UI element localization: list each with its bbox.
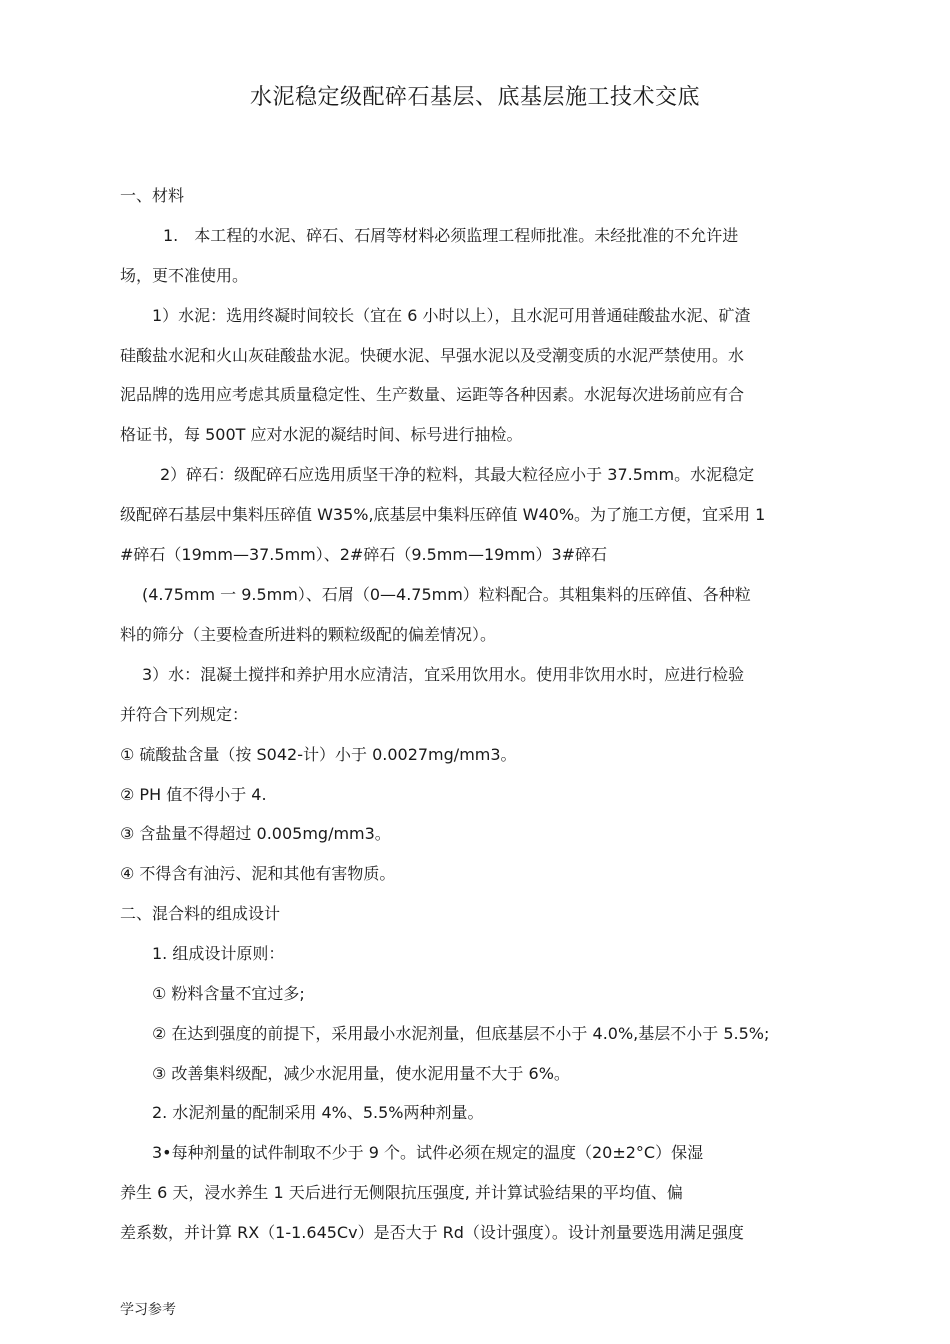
section-heading-mix-design: 二、混合料的组成设计 [120,904,281,923]
paragraph-line: 格证书，每 500T 应对水泥的凝结时间、标号进行抽检。 [120,425,523,444]
list-item: ① 硫酸盐含量（按 S042-计）小于 0.0027mg/mm3。 [120,745,517,764]
paragraph-line: #碎石（19mm—37.5mm）、2#碎石（9.5mm—19mm）3#碎石 [120,545,608,564]
paragraph-line: 场，更不准使用。 [120,266,249,285]
paragraph-line: 3）水：混凝土搅拌和养护用水应清洁，宜采用饮用水。使用非饮用水时，应进行检验 [142,665,745,684]
paragraph-line: 2）碎石：级配碎石应选用质坚干净的粒料，其最大粒径应小于 37.5mm。水泥稳定 [160,465,755,484]
paragraph-line: 3•每种剂量的试件制取不少于 9 个。试件必须在规定的温度（20±2°C）保湿 [152,1143,704,1162]
paragraph-line: 级配碎石基层中集料压碎值 W35%,底基层中集料压碎值 W40%。为了施工方便，宜采用 1 [120,505,766,524]
section-heading-materials: 一、材料 [120,186,185,205]
paragraph-line: (4.75mm 一 9.5mm）、石屑（0—4.75mm）粒料配合。其粗集料的压碎值、各种粒 [142,585,751,604]
list-item: ③ 改善集料级配，减少水泥用量，使水泥用量不大于 6%。 [152,1064,570,1083]
list-item: ① 粉料含量不宜过多; [152,984,305,1003]
paragraph-line: 并符合下列规定： [120,705,249,724]
paragraph-line: 养生 6 天，浸水养生 1 天后进行无侧限抗压强度, 并计算试验结果的平均值、偏 [120,1183,683,1202]
paragraph-line: 泥品牌的选用应考虑其质量稳定性、生产数量、运距等各种因素。水泥每次进场前应有合 [120,385,745,404]
paragraph-line: 硅酸盐水泥和火山灰硅酸盐水泥。快硬水泥、早强水泥以及受潮变质的水泥严禁使用。水 [120,346,745,365]
paragraph-line: 1. 本工程的水泥、碎石、石屑等材料必须监理工程师批准。未经批准的不允许进 [163,226,739,245]
list-item: ② PH 值不得小于 4. [120,785,267,804]
page-footer: 学习参考 [120,1302,176,1318]
paragraph-line: 2. 水泥剂量的配制采用 4%、5.5%两种剂量。 [152,1103,484,1122]
paragraph-line: 料的筛分（主要检查所进料的颗粒级配的偏差情况）。 [120,625,497,644]
list-item: ④ 不得含有油污、泥和其他有害物质。 [120,864,396,883]
list-item: ② 在达到强度的前提下，采用最小水泥剂量，但底基层不小于 4.0%,基层不小于 5.5%; [152,1024,770,1043]
document-title: 水泥稳定级配碎石基层、底基层施工技术交底 [249,85,700,110]
list-item: ③ 含盐量不得超过 0.005mg/mm3。 [120,824,391,843]
paragraph-line: 1. 组成设计原则： [152,944,285,963]
paragraph-line: 差系数，并计算 RX（1-1.645Cv）是否大于 Rd（设计强度）。设计剂量要选用满足强度 [120,1223,744,1242]
paragraph-line: 1）水泥：选用终凝时间较长（宜在 6 小时以上），且水泥可用普通硅酸盐水泥、矿渣 [152,306,751,325]
